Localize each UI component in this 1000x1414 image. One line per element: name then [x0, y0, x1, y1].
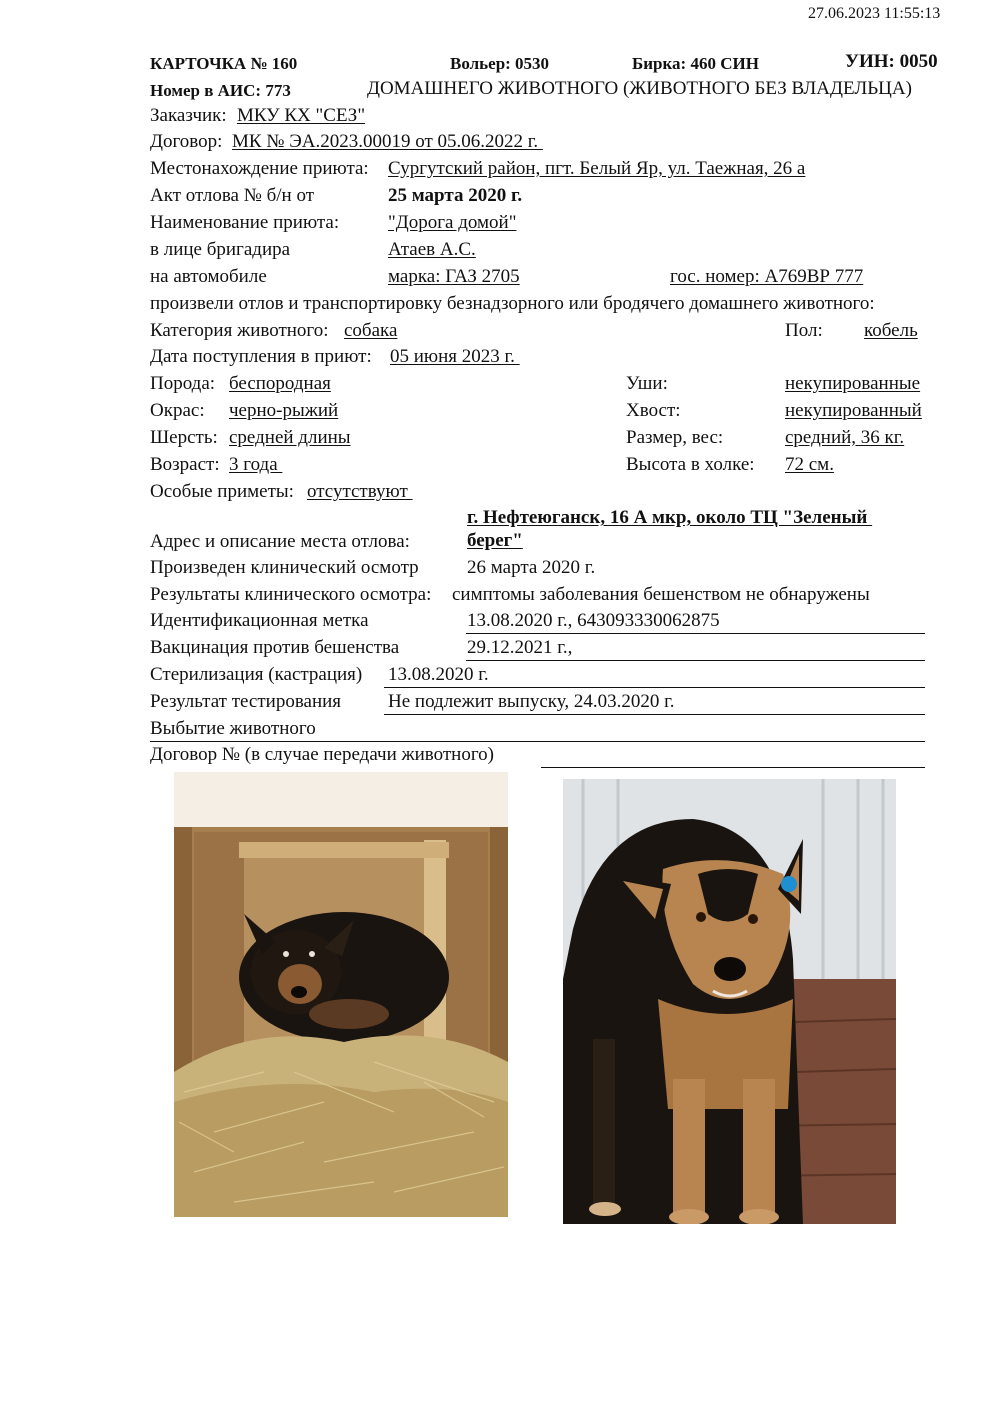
id-mark-underline: [466, 633, 925, 634]
exam-label: Произведен клинический осмотр: [150, 557, 419, 578]
sex-label: Пол:: [785, 320, 823, 341]
height-value: 72 см.: [785, 454, 834, 475]
act-date: 25 марта 2020 г.: [388, 185, 523, 206]
shelter-label: Наименование приюта:: [150, 212, 340, 233]
address-label: Адрес и описание места отлова:: [150, 531, 410, 552]
transfer-underline: [541, 767, 925, 768]
statement-text: произвели отлов и транспортировку безнадзорного или бродячего домашнего животного:: [150, 293, 875, 314]
exam-date: 26 марта 2020 г.: [467, 557, 596, 578]
coat-value: средней длины: [229, 427, 351, 448]
age-value: 3 года: [229, 454, 283, 475]
coat-label: Шерсть:: [150, 427, 218, 448]
category-label: Категория животного:: [150, 320, 329, 341]
car-brand: марка: ГАЗ 2705: [388, 266, 520, 287]
car-number: гос. номер: А769ВР 777: [670, 266, 864, 287]
size-value: средний, 36 кг.: [785, 427, 905, 448]
color-label: Окрас:: [150, 400, 205, 421]
uin-number: УИН: 0050: [845, 51, 938, 72]
height-label: Высота в холке:: [626, 454, 755, 475]
customer-value: МКУ КХ "СЕЗ": [237, 105, 366, 126]
contract-value: МК № ЭА.2023.00019 от 05.06.2022 г.: [232, 131, 543, 152]
location-value: Сургутский район, пгт. Белый Яр, ул. Таежная, 26 а: [388, 158, 806, 179]
act-label: Акт отлова № б/н от: [150, 185, 315, 206]
car-label: на автомобиле: [150, 266, 267, 287]
id-mark-label: Идентификационная метка: [150, 610, 369, 631]
contract-label: Договор:: [150, 131, 223, 152]
vaccination-value: 29.12.2021 г.,: [467, 637, 573, 658]
test-result-underline: [384, 714, 925, 715]
sex-value: кобель: [864, 320, 918, 341]
shelter-value: "Дорога домой": [388, 212, 517, 233]
transfer-label: Договор № (в случае передачи животного): [150, 744, 494, 765]
exam-result-label: Результаты клинического осмотра:: [150, 584, 432, 605]
customer-label: Заказчик:: [150, 105, 227, 126]
address-line-2: берег": [467, 530, 523, 551]
arrival-value: 05 июня 2023 г.: [390, 346, 520, 367]
ears-value: некупированные: [785, 373, 921, 394]
exam-result-value: симптомы заболевания бешенством не обнаружены: [452, 584, 870, 605]
tail-label: Хвост:: [626, 400, 681, 421]
leave-label: Выбытие животного: [150, 718, 316, 739]
enclosure-number: Вольер: 0530: [450, 54, 550, 73]
foreman-label: в лице бригадира: [150, 239, 291, 260]
size-label: Размер, вес:: [626, 427, 724, 448]
ais-number: Номер в АИС: 773: [150, 81, 291, 100]
tail-value: некупированный: [785, 400, 922, 421]
foreman-value: Атаев А.С.: [388, 239, 476, 260]
vaccination-underline: [466, 660, 925, 661]
tag-number: Бирка: 460 СИН: [632, 54, 759, 73]
color-value: черно-рыжий: [229, 400, 339, 421]
sterilization-underline: [384, 687, 925, 688]
leave-underline: [150, 741, 925, 742]
card-number: КАРТОЧКА № 160: [150, 54, 298, 73]
age-label: Возраст:: [150, 454, 220, 475]
address-line-1: г. Нефтеюганск, 16 А мкр, около ТЦ "Зеленый: [467, 507, 873, 528]
vaccination-label: Вакцинация против бешенства: [150, 637, 400, 658]
id-mark-value: 13.08.2020 г., 643093330062875: [467, 610, 720, 631]
dog-photo-standing: [563, 779, 896, 1224]
sterilization-label: Стерилизация (кастрация): [150, 664, 363, 685]
arrival-label: Дата поступления в приют:: [150, 346, 372, 367]
marks-value: отсутствуют: [307, 481, 413, 502]
breed-value: беспородная: [229, 373, 331, 394]
card-title: ДОМАШНЕГО ЖИВОТНОГО (ЖИВОТНОГО БЕЗ ВЛАДЕЛЬЦА): [367, 78, 912, 99]
test-result-value: Не подлежит выпуску, 24.03.2020 г.: [388, 691, 675, 712]
breed-label: Порода:: [150, 373, 216, 394]
print-timestamp: 27.06.2023 11:55:13: [808, 5, 941, 22]
dog-photo-booth: [174, 772, 508, 1217]
marks-label: Особые приметы:: [150, 481, 294, 502]
sterilization-value: 13.08.2020 г.: [388, 664, 489, 685]
category-value: собака: [344, 320, 398, 341]
location-label: Местонахождение приюта:: [150, 158, 369, 179]
ears-label: Уши:: [626, 373, 668, 394]
test-result-label: Результат тестирования: [150, 691, 342, 712]
